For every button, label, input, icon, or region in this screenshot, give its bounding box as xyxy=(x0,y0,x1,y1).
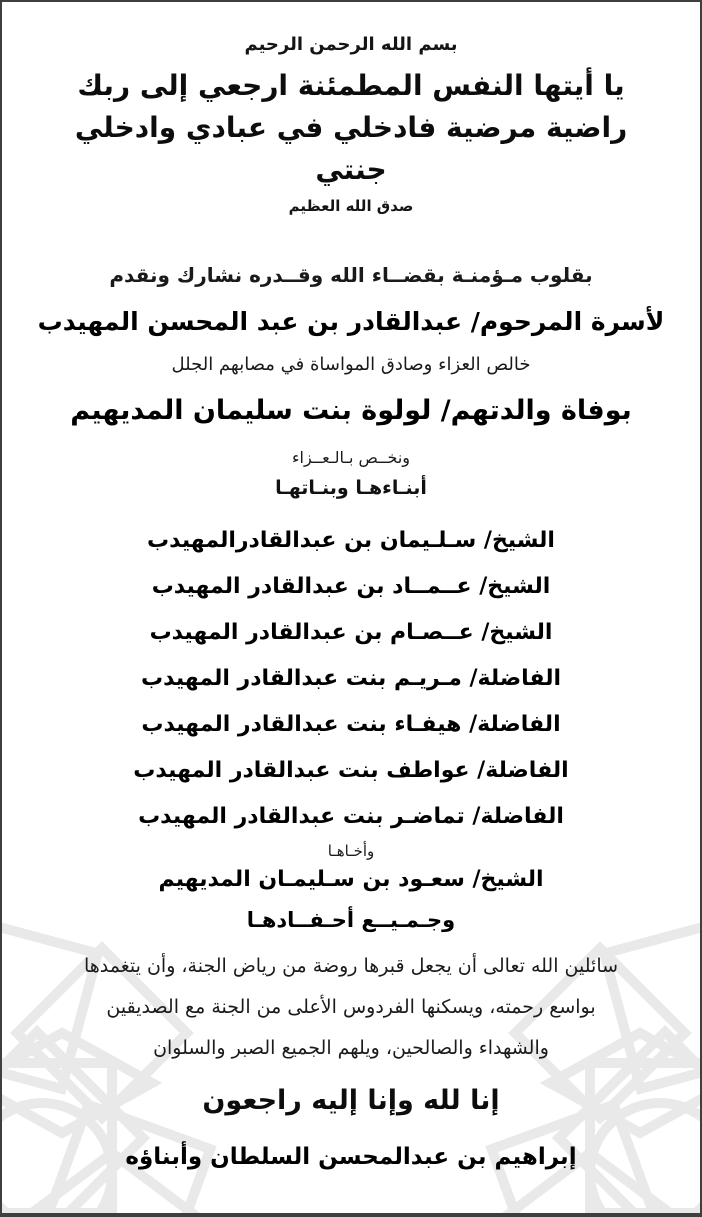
mourners-list xyxy=(133,507,568,829)
condolence-line: خالص العزاء وصادق المواساة في مصابهم الجلل xyxy=(171,354,531,375)
dua-paragraph xyxy=(31,946,671,1069)
mourner-name: الفاضلة/ عواطف بنت عبدالقادر المهيدب xyxy=(133,758,569,783)
sadaqa-allah-calligraphy: صدق الله العظيم xyxy=(288,197,414,215)
mourner-name: الفاضلة/ مـريـم بنت عبدالقادر المهيدب xyxy=(141,666,561,691)
bismillah-calligraphy: بسم الله الرحمن الرحيم xyxy=(244,34,458,55)
specify-condolence-line: ونخــص بـالـعــزاء xyxy=(291,448,411,467)
deceased-name-line: بوفاة والدتهم/ لولوة بنت سليمان المديهيم xyxy=(70,395,632,426)
istirja-calligraphy: إنا لله وإنا إليه راجعون xyxy=(202,1084,500,1116)
mourner-name: الفاضلة/ تماضـر بنت عبدالقادر المهيدب xyxy=(138,804,564,829)
brother-label: وأخـاهـا xyxy=(327,842,375,860)
dua-line-2: بواسع رحمته، ويسكنها الفردوس الأعلى من الجنة مع الصديقين xyxy=(106,995,596,1018)
mourner-name: الشيخ/ سـلـيمان بن عبدالقادرالمهيدب xyxy=(147,528,555,553)
sons-and-daughters-label: أبنـاءهـا وبنـاتهـا xyxy=(275,477,427,499)
mourner-name: الفاضلة/ هيفـاء بنت عبدالقادر المهيدب xyxy=(141,712,561,737)
grandchildren-label: وجـمـيــع أحـفــادهـا xyxy=(246,908,456,932)
quran-verse-calligraphy: يا أيتها النفس المطمئنة ارجعي إلى ربك راضية مرضية فادخلي في عبادي وادخلي جنتي xyxy=(74,69,628,186)
mourner-name: الشيخ/ عــمــاد بن عبدالقادر المهيدب xyxy=(151,574,551,599)
dua-line-3: والشهداء والصالحين، ويلهم الجميع الصبر والسلوان xyxy=(153,1036,549,1059)
signature-line: إبراهيم بن عبدالمحسن السلطان وأبناؤه xyxy=(125,1143,577,1170)
brother-name: الشيخ/ سعـود بن سـليمـان المديهيم xyxy=(158,867,544,892)
dua-line-1: سائلين الله تعالى أن يجعل قبرها روضة من رياض الجنة، وأن يتغمدها xyxy=(83,955,619,977)
mourner-name: الشيخ/ عــصـام بن عبدالقادر المهيدب xyxy=(149,620,553,645)
bereaved-family-line: لأسرة المرحوم/ عبدالقادر بن عبد المحسن المهيدب xyxy=(37,307,665,336)
opening-line: بقلوب مـؤمنـة بقضــاء الله وقــدره نشارك ونقدم xyxy=(109,263,593,287)
